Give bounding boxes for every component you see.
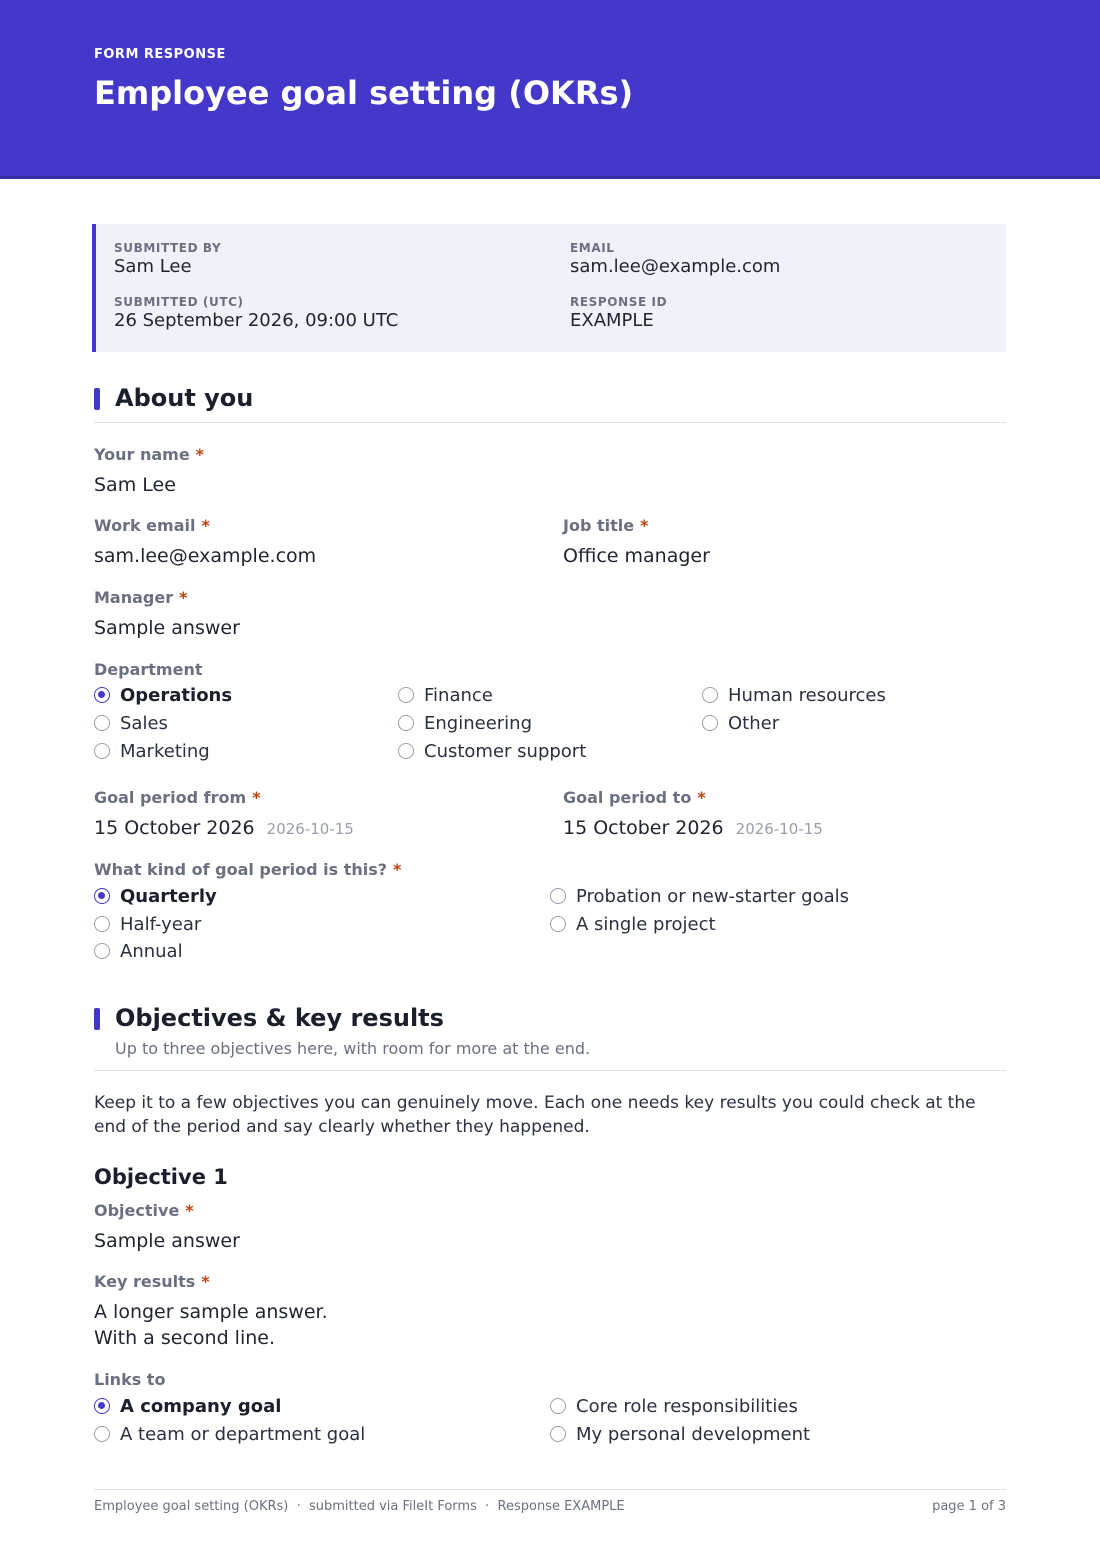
required-mark: * (201, 1272, 210, 1291)
page-footer (94, 1489, 1006, 1514)
radio-icon (94, 715, 110, 731)
field-goal-period-to: Goal period to * 15 October 2026 2026-10-15 (563, 788, 823, 842)
field-value: 15 October 2026 2026-10-15 (94, 817, 354, 839)
radio-icon (398, 743, 414, 759)
period-option-quarterly[interactable]: Quarterly (94, 885, 217, 909)
field-value: Sample answer (94, 617, 240, 639)
department-option-other[interactable]: Other (702, 712, 779, 736)
department-option-marketing[interactable]: Marketing (94, 740, 210, 764)
radio-icon (550, 916, 566, 932)
field-value: 15 October 2026 2026-10-15 (563, 817, 823, 839)
radio-icon (94, 943, 110, 959)
department-option-operations[interactable]: Operations (94, 684, 232, 708)
radio-icon (398, 715, 414, 731)
period-option-probation[interactable]: Probation or new-starter goals (550, 885, 849, 909)
required-mark: * (195, 445, 205, 464)
radio-icon (94, 743, 110, 759)
section-accent-bar (94, 1008, 100, 1030)
department-option-sales[interactable]: Sales (94, 712, 168, 736)
department-option-engineering[interactable]: Engineering (398, 712, 532, 736)
radio-icon (94, 916, 110, 932)
radio-icon (702, 687, 718, 703)
period-option-single-project[interactable]: A single project (550, 913, 716, 937)
field-objective: Objective * Sample answer (94, 1201, 240, 1252)
required-mark: * (640, 516, 649, 535)
section-about-you (94, 384, 1006, 423)
submission-meta-panel (92, 224, 1006, 352)
radio-selected-icon (94, 1398, 110, 1414)
field-your-name: Your name * Sam Lee (94, 445, 205, 496)
department-option-human-resources[interactable]: Human resources (702, 684, 886, 708)
field-key-results: Key results * A longer sample answer. With a second line. (94, 1272, 328, 1349)
header-kicker: FORM RESPONSE (94, 47, 226, 62)
section-title: About you (115, 384, 254, 412)
required-mark: * (179, 588, 188, 607)
required-mark: * (393, 860, 402, 879)
section-subtitle: Up to three objectives here, with room for more at the end. (115, 1039, 591, 1058)
section-intro: Keep it to a few objectives you can genuinely move. Each one needs key results you could check at the end of the period and say clearly whether they happened. (94, 1093, 976, 1137)
field-department: Department (94, 660, 203, 679)
radio-selected-icon (94, 888, 110, 904)
radio-icon (94, 1426, 110, 1442)
required-mark: * (201, 516, 210, 535)
field-work-email: Work email * sam.lee@example.com (94, 516, 317, 567)
links-option-core-role[interactable]: Core role responsibilities (550, 1395, 798, 1419)
field-job-title: Job title * Office manager (563, 516, 710, 567)
period-option-annual[interactable]: Annual (94, 940, 183, 964)
period-option-half-year[interactable]: Half-year (94, 913, 201, 937)
links-option-team-goal[interactable]: A team or department goal (94, 1423, 365, 1447)
field-manager: Manager * Sample answer (94, 588, 240, 639)
radio-icon (550, 1426, 566, 1442)
meta-submitted-utc: SUBMITTED (UTC) 26 September 2026, 09:00 UTC (114, 295, 399, 331)
radio-icon (550, 888, 566, 904)
field-value: A longer sample answer. With a second line. (94, 1301, 328, 1349)
field-value: Office manager (563, 545, 710, 567)
department-option-finance[interactable]: Finance (398, 684, 493, 708)
radio-icon (398, 687, 414, 703)
required-mark: * (252, 788, 261, 807)
page-title: Employee goal setting (OKRs) (94, 74, 634, 112)
meta-submitted-by: SUBMITTED BY Sam Lee (114, 241, 222, 277)
required-mark: * (185, 1201, 194, 1220)
page-header (0, 0, 1100, 179)
field-value: Sample answer (94, 1230, 240, 1252)
radio-icon (702, 715, 718, 731)
meta-email: EMAIL sam.lee@example.com (570, 241, 781, 277)
section-title: Objectives & key results (115, 1004, 444, 1032)
field-links-to: Links to (94, 1370, 166, 1389)
page-number: page 1 of 3 (932, 1499, 1006, 1514)
links-option-personal-development[interactable]: My personal development (550, 1423, 810, 1447)
objective-heading: Objective 1 (94, 1165, 228, 1189)
section-accent-bar (94, 388, 100, 410)
links-option-company-goal[interactable]: A company goal (94, 1395, 281, 1419)
iso-date: 2026-10-15 (735, 820, 823, 838)
footer-text: Employee goal setting (OKRs) · submitted via FileIt Forms · Response EXAMPLE (94, 1499, 625, 1514)
section-objectives (94, 1004, 1006, 1071)
field-goal-period-kind: What kind of goal period is this? * (94, 860, 402, 879)
radio-selected-icon (94, 687, 110, 703)
field-value: sam.lee@example.com (94, 545, 317, 567)
field-value: Sam Lee (94, 474, 176, 496)
required-mark: * (697, 788, 706, 807)
department-option-customer-support[interactable]: Customer support (398, 740, 586, 764)
field-goal-period-from: Goal period from * 15 October 2026 2026-10-15 (94, 788, 354, 842)
meta-response-id: RESPONSE ID EXAMPLE (570, 295, 668, 331)
radio-icon (550, 1398, 566, 1414)
iso-date: 2026-10-15 (266, 820, 354, 838)
